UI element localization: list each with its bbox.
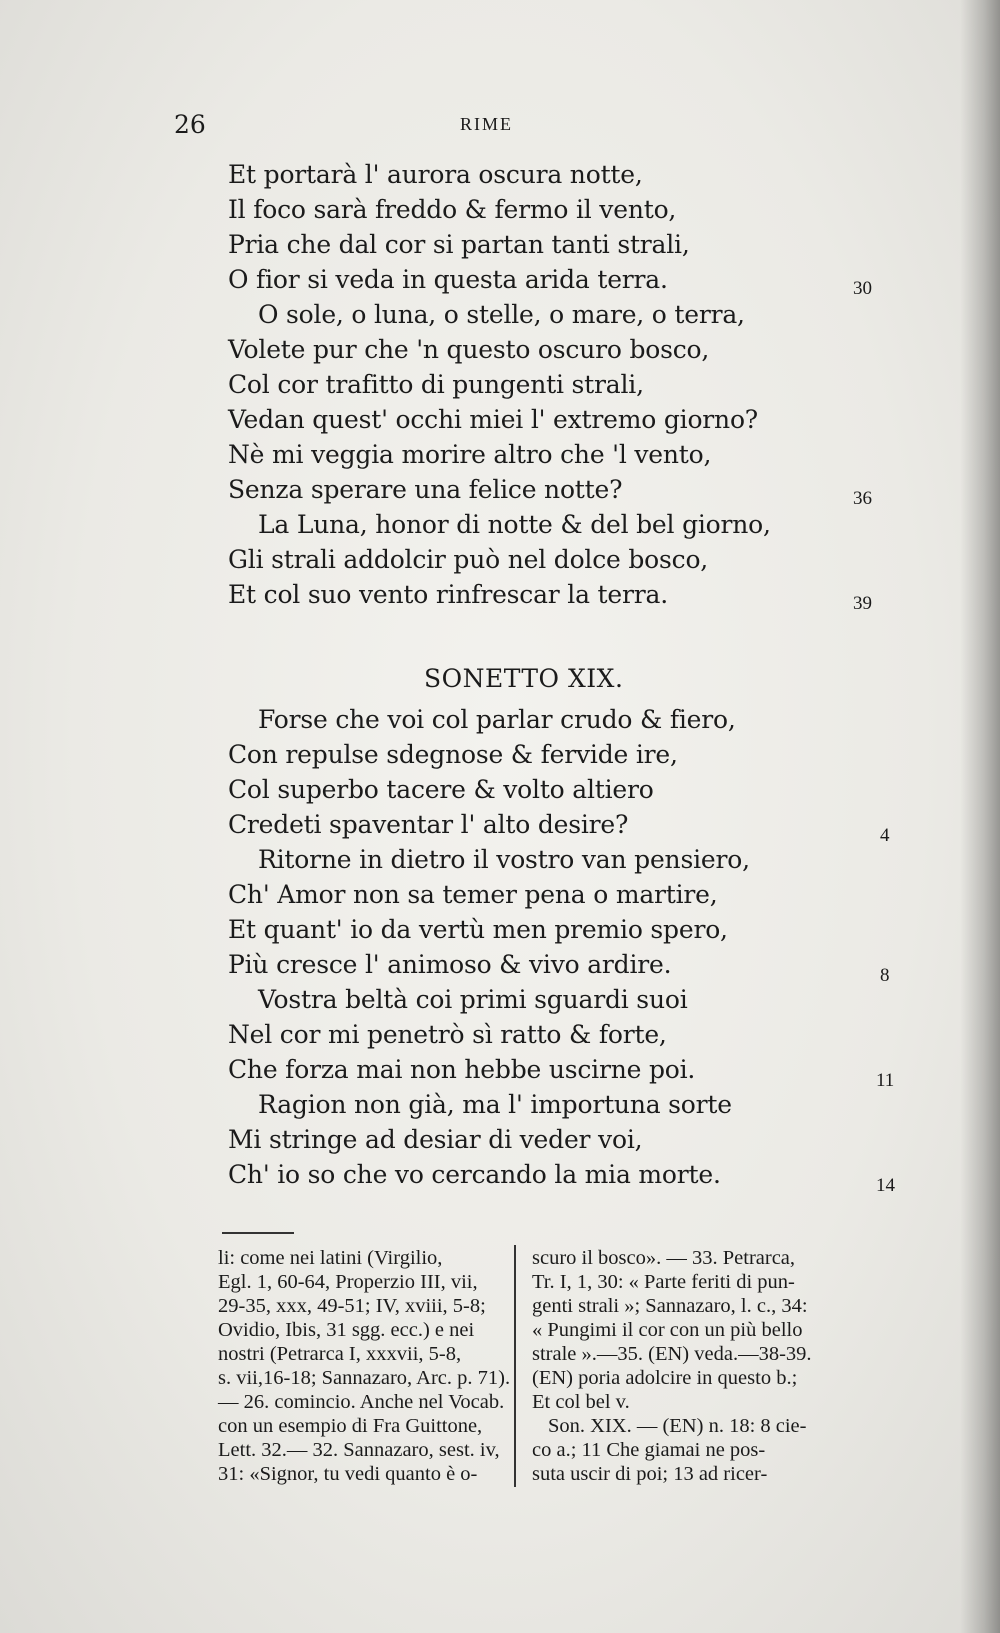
footnote-right-line: Et col bel v. [532,1391,630,1413]
sonnet-title: SONETTO XIX. [424,664,624,693]
footnote-right-line: suta uscir di poi; 13 ad ricer- [532,1463,768,1485]
verse-line: Et col suo vento rinfrescar la terra. [228,580,668,609]
footnote-left-line: Lett. 32.— 32. Sannazaro, sest. iv, [218,1439,500,1461]
footnote-left-line: Ovidio, Ibis, 31 sgg. ecc.) e nei [218,1319,475,1341]
verse-line: Volete pur che 'n questo oscuro bosco, [228,335,710,364]
line-number: 8 [880,965,890,986]
verse-line: Credeti spaventar l' alto desire? [228,810,629,839]
footnote-left-line: 31: «Signor, tu vedi quanto è o- [218,1463,478,1485]
line-number: 11 [876,1070,895,1091]
footnote-right-line: co a.; 11 Che giamai ne pos- [532,1439,766,1461]
verse-line: Che forza mai non hebbe uscirne poi. [228,1055,696,1084]
footnote-left-line: li: come nei latini (Virgilio, [218,1247,443,1269]
verse-line: Col cor trafitto di pungenti strali, [228,370,644,399]
running-head: RIME [460,114,513,134]
line-number: 39 [853,593,872,614]
line-number: 30 [853,278,872,299]
footnote-column-divider [514,1245,516,1487]
verse-line: O fior si veda in questa arida terra. [228,265,668,294]
page-edge-shadow [960,0,1000,1633]
footnote-left-line: — 26. comincio. Anche nel Vocab. [218,1391,505,1413]
footnote-left-line: s. vii,16-18; Sannazaro, Arc. p. 71). [218,1367,511,1389]
verse-line: Mi stringe ad desiar di veder voi, [228,1125,643,1154]
footnote-right-line: « Pungimi il cor con un più bello [532,1319,803,1341]
verse-line: Pria che dal cor si partan tanti strali, [228,230,690,259]
footnote-right-line: (EN) poria adolcire in questo b.; [532,1367,798,1389]
verse-line: Forse che voi col parlar crudo & fiero, [258,705,736,734]
footnote-right-line: genti strali »; Sannazaro, l. c., 34: [532,1295,808,1317]
line-number: 36 [853,488,872,509]
verse-line: Nel cor mi penetrò sì ratto & forte, [228,1020,667,1049]
footnote-left-line: nostri (Petrarca I, xxxvii, 5-8, [218,1343,462,1365]
verse-line: Et quant' io da vertù men premio spero, [228,915,728,944]
verse-line: Ragion non già, ma l' importuna sorte [258,1090,732,1119]
verse-line: La Luna, honor di notte & del bel giorno, [258,510,771,539]
verse-line: Vostra beltà coi primi sguardi suoi [258,985,688,1014]
verse-line: Ch' Amor non sa temer pena o martire, [228,880,718,909]
page-number: 26 [174,110,206,139]
footnote-right-line: Tr. I, 1, 30: « Parte feriti di pun- [532,1271,795,1293]
footnote-left-line: Egl. 1, 60-64, Properzio III, vii, [218,1271,478,1293]
footnote-right-line: scuro il bosco». — 33. Petrarca, [532,1247,796,1269]
verse-line: Vedan quest' occhi miei l' extremo giorno? [228,405,759,434]
footnote-left-line: con un esempio di Fra Guittone, [218,1415,483,1437]
verse-line: Ritorne in dietro il vostro van pensiero, [258,845,750,874]
footnote-right-line: Son. XIX. — (EN) n. 18: 8 cie- [548,1415,807,1437]
verse-line: Ch' io so che vo cercando la mia morte. [228,1160,721,1189]
footnote-rule [222,1232,294,1234]
verse-line: Più cresce l' animoso & vivo ardire. [228,950,672,979]
line-number: 4 [880,825,890,846]
verse-line: Nè mi veggia morire altro che 'l vento, [228,440,712,469]
verse-line: Senza sperare una felice notte? [228,475,623,504]
footnote-left-line: 29-35, xxx, 49-51; IV, xviii, 5-8; [218,1295,486,1317]
line-number: 14 [876,1175,895,1196]
verse-line: Con repulse sdegnose & fervide ire, [228,740,678,769]
verse-line: Il foco sarà freddo & fermo il vento, [228,195,677,224]
verse-line: Col superbo tacere & volto altiero [228,775,654,804]
footnote-right-line: strale ».—35. (EN) veda.—38-39. [532,1343,812,1365]
verse-line: Et portarà l' aurora oscura notte, [228,160,643,189]
verse-line: Gli strali addolcir può nel dolce bosco, [228,545,709,574]
verse-line: O sole, o luna, o stelle, o mare, o terra, [258,300,745,329]
